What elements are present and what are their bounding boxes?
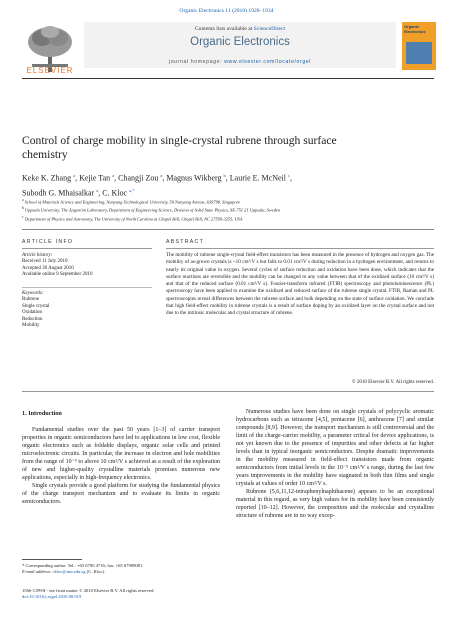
author[interactable]: Kejie Tan (79, 173, 111, 183)
email-line (22, 569, 220, 575)
author[interactable]: C. Kloc (102, 188, 128, 198)
keywords-label: Keywords: (22, 291, 44, 296)
doi-link[interactable]: doi:10.1016/j.orgel.2010.08.019 (22, 594, 82, 600)
homepage-prefix: journal homepage: (168, 59, 225, 65)
copyright: © 2010 Elsevier B.V. All rights reserved. (351, 380, 434, 385)
history-item: Received 11 July 2010 (22, 259, 68, 265)
paragraph: Numerous studies have been done on single crystals of polycyclic aromatic hydrocarbons such as tetracene [4,5], pentacene [6], anthracene [7] and similar compounds [8,9]. However, the transport mechanism is still controversial and the limit of the charge-carrier mobility, a parameter critical for device applications, is not yet known due to the presence of impurities and other defects at far higher levels than in typical inorganic semiconductors. Despite dramatic improvements in the mobility measured in field-effect transistors made from organic semiconductors from initial levels in the 10⁻⁵ cm²/V s range, during the last few years improvements in the mobility have stagnated in both thin films and single crystals at values of order 10 cm²/V s. (236, 409, 434, 487)
author-affil-mark[interactable]: a (96, 187, 99, 193)
affiliation (22, 214, 442, 222)
article-title: Control of charge mobility in single-crystal rubrene through surface chemistry (22, 134, 337, 161)
keyword: Single crystal (22, 303, 50, 309)
journal-reference[interactable]: Organic Electronics 11 (2010) 1928–1934 (179, 8, 274, 14)
affiliation (22, 205, 442, 213)
keyword: Rubrene (22, 297, 39, 303)
keyword: Mobility (22, 323, 40, 329)
affiliation (22, 197, 442, 205)
history-item: Available online 9 September 2010 (22, 272, 93, 278)
author-affil-mark[interactable]: a (73, 173, 76, 178)
keywords (22, 291, 152, 329)
history-label: Article history: (22, 253, 53, 258)
author-affil-mark[interactable]: b (223, 173, 226, 178)
footnote (22, 563, 220, 576)
publisher-name: ELSEVIER (26, 66, 74, 75)
author[interactable]: Magnus Wikberg (166, 173, 222, 183)
affiliation-mark: b (22, 206, 24, 211)
journal-title: Organic Electronics (190, 36, 290, 48)
author-affil-mark[interactable]: c (287, 173, 290, 178)
affiliations (22, 197, 442, 222)
author[interactable]: Laurie E. McNeil (229, 173, 286, 183)
contents-prefix: Contents lists available at (194, 26, 254, 32)
contents-line (84, 26, 396, 32)
abstract-heading: ABSTRACT (166, 239, 205, 245)
article-info-heading: ARTICLE INFO (22, 239, 74, 245)
article-info-rule (22, 248, 152, 249)
section-rule (22, 229, 434, 230)
abstract-text: The mobility of rubrene single-crystal field-effect transistors has been measured in the presence of hydrogen and oxygen gas. The mobility of as-grown crystals is ~10 cm²/V s but falls to 0.01 cm²/V s during reduction in a hydrogen environment, and returns to nearly its original value in oxygen. Several cycles of surface reduction and oxidation have been done, which indicates that the surface reactions are reversible and the mobility can be changed to any value between that of the oxidized surface (10 cm²/V s) and that of the reduced surface (0.01 cm²/V s). Fourier-transform infrared (FTIR) spectroscopy and photoluminescence (PL) spectroscopy have been applied to examine the oxidized and reduced surface of the rubrene single crystal. FTIR, Raman and PL spectroscopies reveal differences between the rubrene surface and bulk depending on the state of surface oxidation. We conclude that high field-effect mobility in rubrene crystals is a result of surface doping by an oxidized layer on the crystal surface and not due to the intrinsic molecular and crystal structure of rubrene. (166, 252, 434, 316)
affiliation-text: School of Materials Science and Engineering, Nanyang Technological University, 50 Nanyang Avenue, 639798, Singapore (24, 199, 241, 205)
email-suffix: (C. Kloc). (85, 569, 106, 575)
keywords-rule (22, 287, 152, 288)
body-column-right (236, 408, 434, 520)
issn-line: 1566-1199/$ - see front matter © 2010 Elsevier B.V. All rights reserved. (22, 588, 155, 593)
bottom-meta (22, 588, 220, 601)
homepage-line (84, 59, 396, 65)
history-item: Accepted 30 August 2010 (22, 265, 74, 271)
affiliation-text: Uppsala University, The Ångström Laboratory, Department of Engineering Science, Division of Solid State Physics, SE-751 21 Uppsala, Sweden (24, 207, 281, 213)
abstract-rule (166, 248, 434, 249)
sciencedirect-link[interactable]: ScienceDirect (253, 26, 286, 32)
keyword: Oxidation (22, 310, 42, 316)
affiliation-mark: a (22, 198, 24, 202)
author[interactable]: Subodh G. Mhaisalkar (22, 188, 95, 198)
affiliation-text: Department of Physics and Astronomy, The University of North Carolina at Chapel Hill, Chapel Hill, NC 27599-3255, USA (24, 216, 243, 222)
article-history (22, 253, 152, 279)
author-affil-mark[interactable]: a,* (129, 187, 135, 193)
paragraph: Rubrene (5,6,11,12-tetraphenylnaphthacene) appears to be an exceptional material in this regard, as very high values for its mobility have been consistently reported [10–12]. However, the composition and the molecular and crystalline structure of rubrene are in no way excep- (236, 489, 434, 519)
author[interactable]: Changji Zou (118, 173, 159, 183)
email-link[interactable]: ckloc@ntu.edu.sg (52, 569, 86, 575)
section-heading: 1. Introduction (22, 410, 62, 417)
corresponding-author: * Corresponding author. Tel.: +65 6790 4716; fax: +65 67909081. (22, 563, 144, 568)
author[interactable]: Keke K. Zhang (22, 173, 72, 183)
cover-picture (406, 42, 432, 64)
body-column-left (22, 426, 220, 506)
author-affil-mark[interactable]: a (160, 173, 163, 178)
affiliation-mark: c (22, 214, 24, 219)
homepage-link[interactable]: www.elsevier.com/locate/orgel (224, 59, 312, 65)
cover-title: Organic Electronics (404, 24, 426, 34)
author-list: Keke K. Zhang $^a$, Kejie Tan $^a$, Changji Zou $^a$, Magnus Wikberg $^b$, Laurie E. McNeil $^c$, Subodh G. Mhaisalkar $^a$, C. Kloc $^{a,*}$ (22, 173, 292, 198)
footnote-rule (22, 559, 82, 560)
abstract-bottom-rule (22, 391, 434, 392)
paragraph: Single crystals provide a good platform for studying the fundamental physics of the charge transport mechanism and to evaluate its limits in organic semiconductors. (22, 483, 220, 505)
paragraph: Fundamental studies over the past 50 years [1–3] of carrier transport properties in organic semiconductors have led to applications in low cost, flexible organic electronics such as foldable displays, organic solar cells and printed microelectronic circuits. In particular, the increase in electron and hole mobilities from the range of 10⁻⁵ to above 10 cm²/V s achieved as a result of the exploration of new and higher-quality crystalline materials promises numerous new applications, especially in high-frequency electronics. (22, 427, 220, 481)
header-rule (22, 78, 434, 79)
author-affil-mark[interactable]: a (112, 173, 115, 178)
journal-cover-image (402, 22, 436, 70)
keyword: Reduction (22, 316, 43, 322)
email-label: E-mail address: (22, 569, 53, 575)
